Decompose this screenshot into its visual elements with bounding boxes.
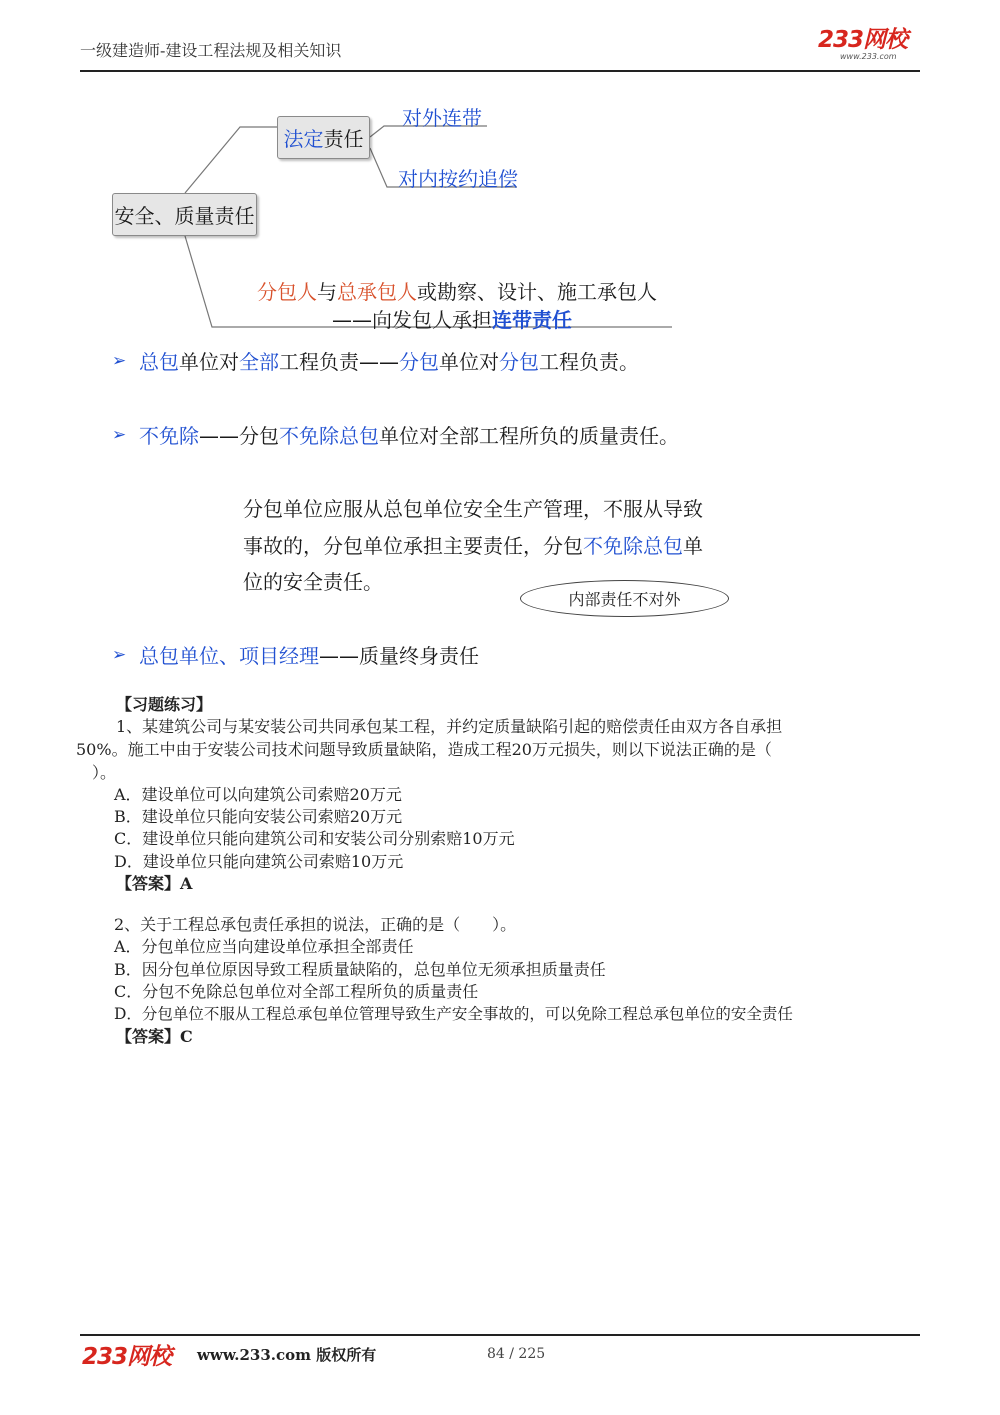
b1-seg-4: 分包 bbox=[399, 350, 439, 374]
b1-seg-5: 单位对 bbox=[439, 350, 499, 374]
p2-seg-0: 事故的，分包单位承担主要责任，分包 bbox=[243, 534, 583, 558]
mindmap-root-node bbox=[112, 193, 257, 236]
root-label: 安全、质量责任 bbox=[114, 204, 255, 228]
bullet-arrow-icon: ➢ bbox=[112, 350, 127, 371]
q2-answer: 【答案】C bbox=[116, 1027, 193, 1046]
sub-others: 或勘察、设计、施工承包人 bbox=[417, 280, 657, 304]
paragraph-line-1: 分包单位应服从总包单位安全生产管理，不服从导致 bbox=[243, 497, 703, 521]
q1-option-a: A．建设单位可以向建筑公司索赔20万元 bbox=[114, 785, 402, 804]
q1-answer: 【答案】A bbox=[116, 874, 193, 893]
paragraph-line-3: 位的安全责任。 bbox=[243, 570, 383, 594]
b1-seg-1: 单位对 bbox=[179, 350, 239, 374]
sub-and: 与 bbox=[317, 280, 337, 304]
page-header-title: 一级建造师-建设工程法规及相关知识 bbox=[80, 41, 342, 60]
logo-text: 233网校 bbox=[818, 27, 908, 53]
b1-seg-7: 工程负责。 bbox=[539, 350, 639, 374]
b1-seg-6: 分包 bbox=[499, 350, 539, 374]
leaf-external-joint: 对外连带 bbox=[402, 106, 482, 130]
p2-seg-1: 不免除总包 bbox=[583, 534, 683, 558]
q2-option-c: C．分包不免除总包单位对全部工程所负的质量责任 bbox=[114, 982, 479, 1001]
b1-seg-2: 全部 bbox=[239, 350, 279, 374]
legal-label-suffix: 责任 bbox=[323, 127, 364, 151]
mindmap-sub-line-1 bbox=[257, 276, 657, 305]
sub-joint-liability: 连带责任 bbox=[492, 308, 572, 332]
exercise-heading: 【习题练习】 bbox=[116, 695, 213, 714]
logo-url: www.233.com bbox=[840, 52, 897, 61]
page-number: 84 / 225 bbox=[487, 1346, 546, 1362]
sub-to-owner: ——向发包人承担 bbox=[332, 308, 492, 332]
b2-seg-2: 不免除总包 bbox=[279, 424, 379, 448]
b3-seg-0: 总包单位、项目经理 bbox=[139, 644, 319, 668]
q2-line-1: 2、关于工程总承包责任承担的说法，正确的是（ ）。 bbox=[114, 915, 517, 934]
bullet-lifetime-responsibility bbox=[112, 640, 479, 669]
internal-responsibility-oval bbox=[520, 580, 729, 617]
q2-option-d: D．分包单位不服从工程总承包单位管理导致生产安全事故的，可以免除工程总承包单位的安全责任 bbox=[114, 1005, 793, 1023]
mindmap-legal-node bbox=[277, 116, 370, 159]
q1-option-c: C．建设单位只能向建筑公司和安装公司分别索赔10万元 bbox=[114, 829, 515, 848]
bullet-arrow-icon: ➢ bbox=[112, 424, 127, 445]
bullet-not-exempt bbox=[112, 420, 679, 449]
p2-seg-2: 单 bbox=[683, 534, 703, 558]
footer-logo: 233网校 bbox=[82, 1344, 172, 1370]
q1-option-d: D．建设单位只能向建筑公司索赔10万元 bbox=[114, 852, 404, 871]
b2-seg-1: ——分包 bbox=[199, 424, 279, 448]
sub-general-contractor: 总承包人 bbox=[337, 280, 417, 304]
mindmap-sub-line-2 bbox=[332, 304, 572, 333]
q1-line-2: 50%。施工中由于安装公司技术问题导致质量缺陷，造成工程20万元损失，则以下说法正确的是（ bbox=[76, 740, 772, 759]
b1-seg-0: 总包 bbox=[139, 350, 179, 374]
q2-option-a: A．分包单位应当向建设单位承担全部责任 bbox=[114, 937, 414, 956]
bullet-general-responsibility bbox=[112, 346, 639, 375]
footer-divider bbox=[80, 1334, 920, 1336]
b1-seg-3: 工程负责—— bbox=[279, 350, 399, 374]
leaf-internal-recourse: 对内按约追偿 bbox=[398, 167, 518, 191]
legal-label-prefix: 法定 bbox=[283, 127, 324, 151]
q1-option-b: B．建设单位只能向安装公司索赔20万元 bbox=[114, 807, 403, 826]
oval-label: 内部责任不对外 bbox=[568, 590, 681, 609]
b2-seg-0: 不免除 bbox=[139, 424, 199, 448]
connector-root-to-legal bbox=[185, 127, 277, 193]
bullet-arrow-icon: ➢ bbox=[112, 644, 127, 665]
q2-option-b: B．因分包单位原因导致工程质量缺陷的，总包单位无须承担质量责任 bbox=[114, 960, 606, 979]
sub-subcontractor: 分包人 bbox=[257, 280, 317, 304]
q1-line-3: ）。 bbox=[92, 763, 117, 782]
footer-copyright: www.233.com 版权所有 bbox=[197, 1346, 377, 1364]
q1-line-1: 1、某建筑公司与某安装公司共同承包某工程，并约定质量缺陷引起的赔偿责任由双方各自承担 bbox=[116, 717, 783, 736]
b2-seg-3: 单位对全部工程所负的质量责任。 bbox=[379, 424, 679, 448]
paragraph-line-2 bbox=[243, 530, 703, 559]
b3-seg-1: ——质量终身责任 bbox=[319, 644, 479, 668]
